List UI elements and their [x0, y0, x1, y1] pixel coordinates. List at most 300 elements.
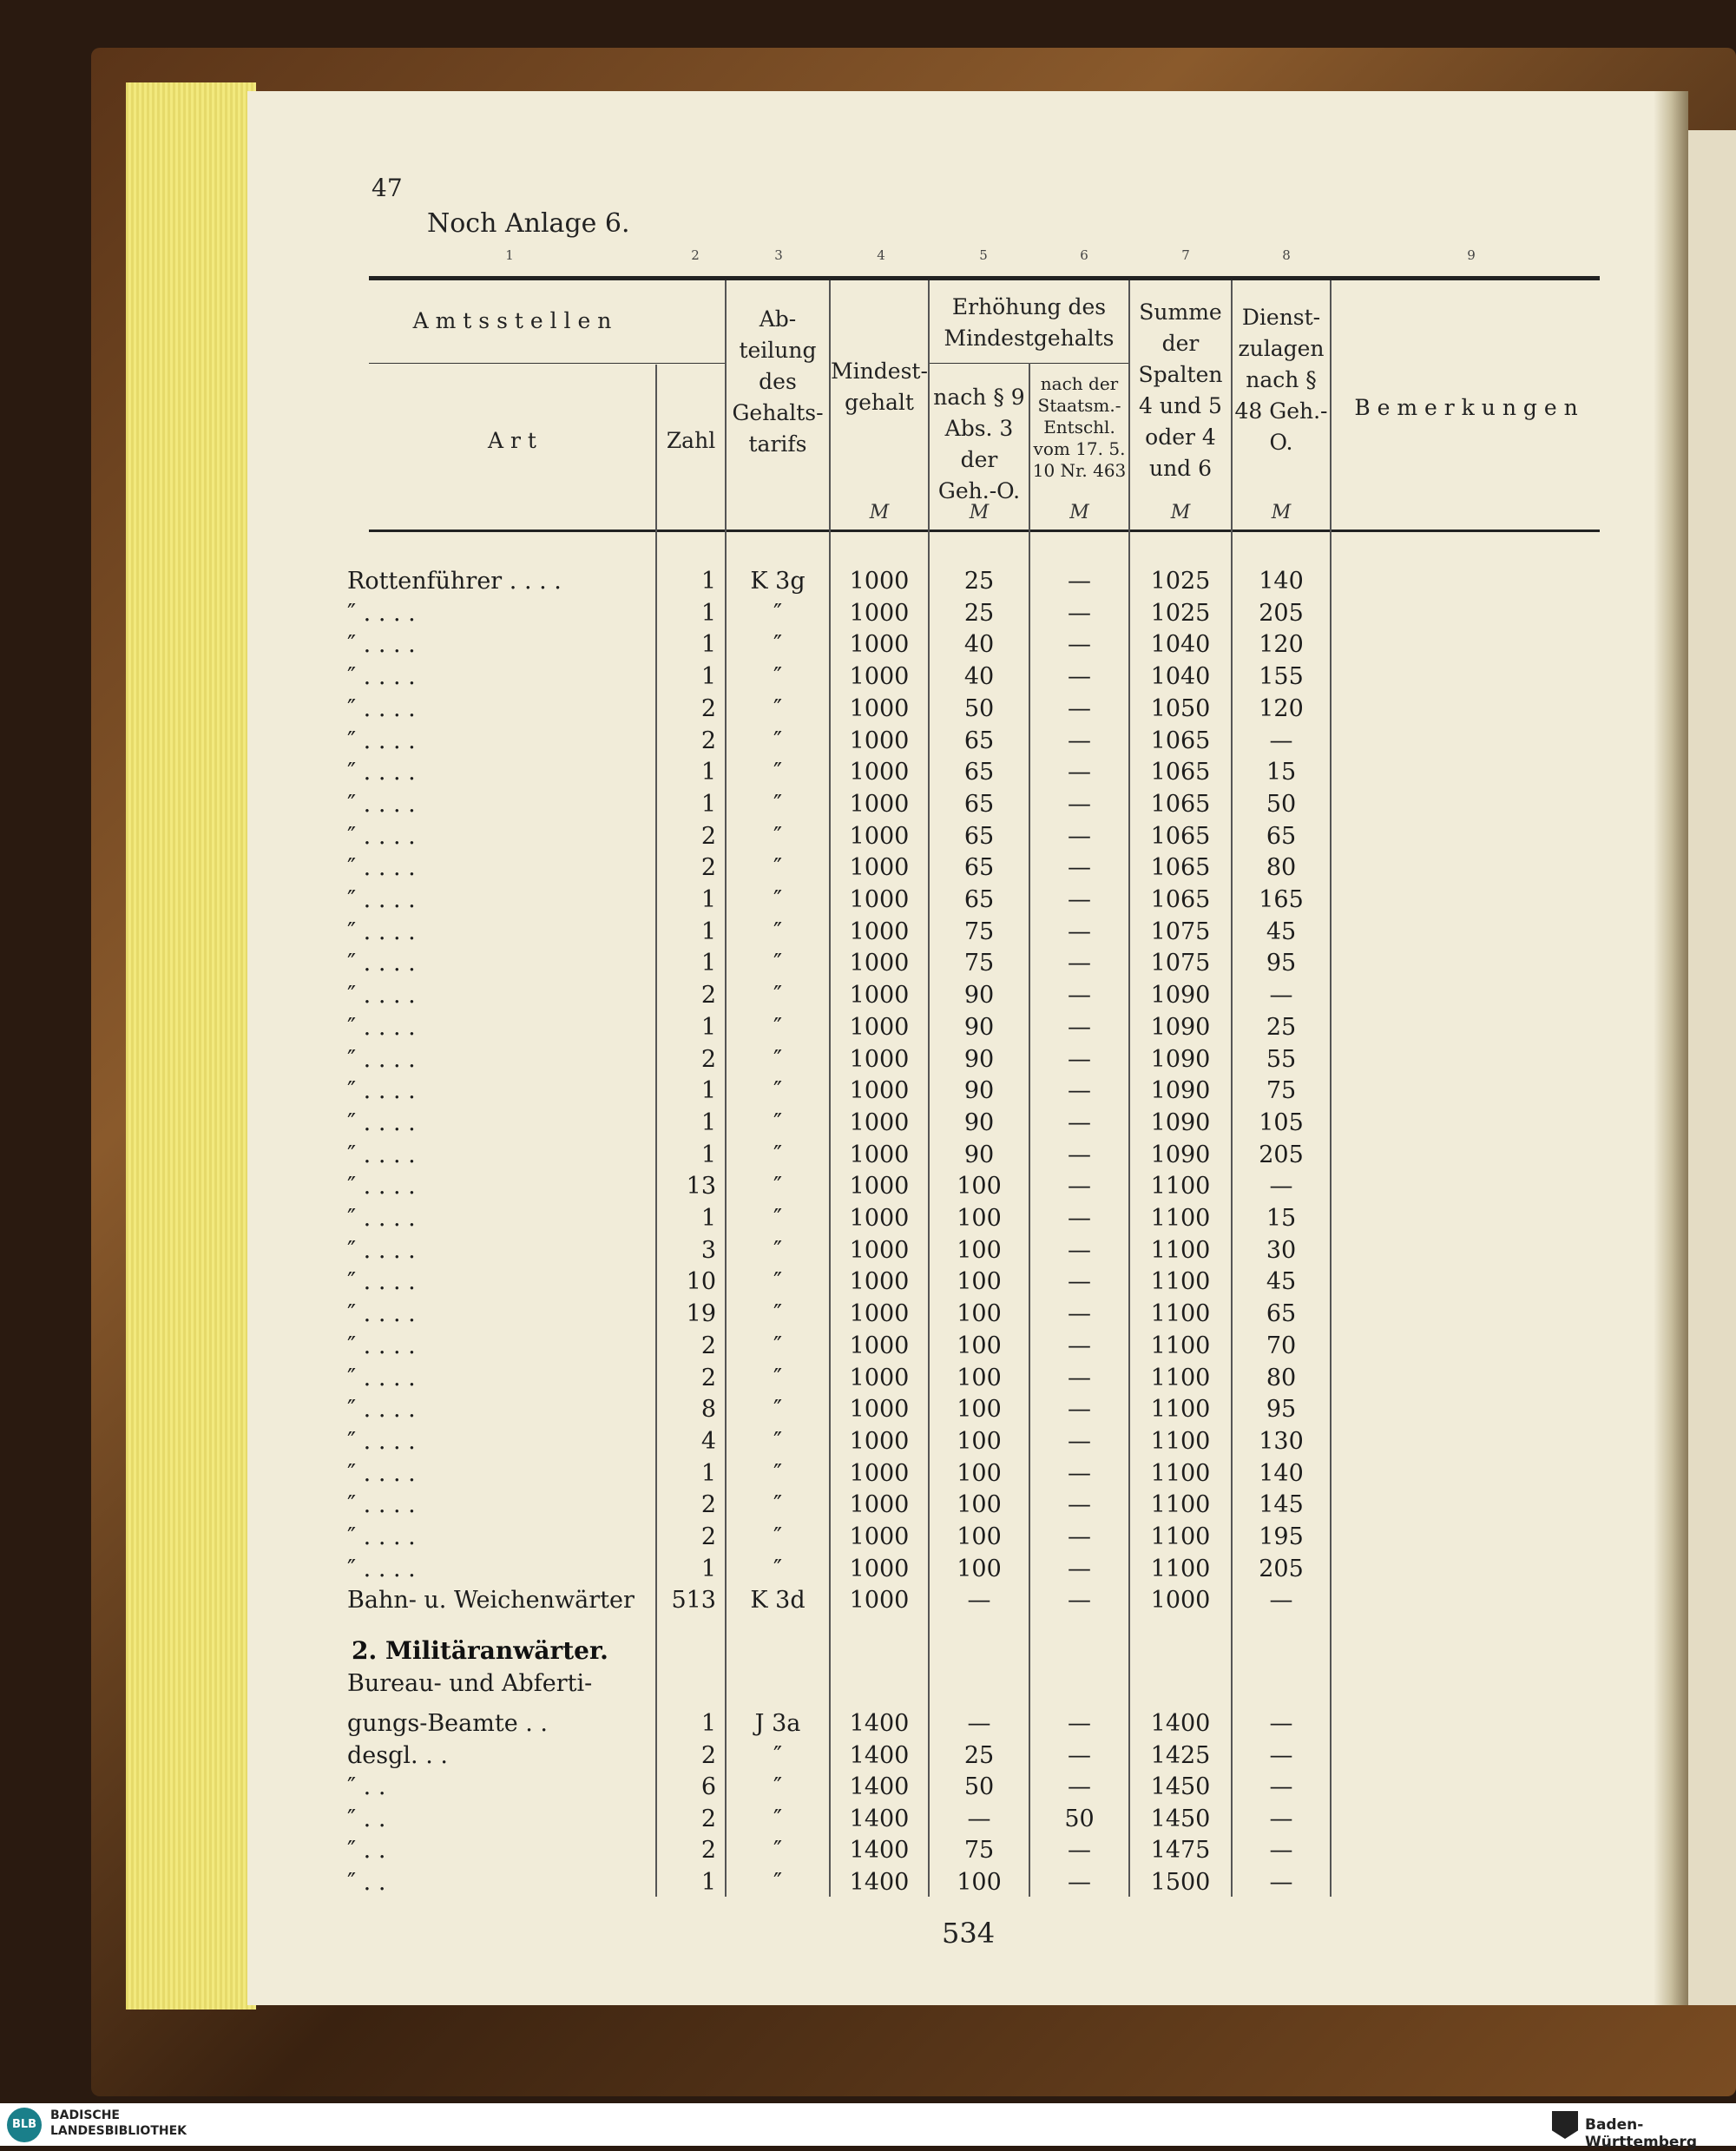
cell-abt: ″	[773, 1741, 783, 1769]
library-name[interactable]	[50, 2108, 187, 2139]
cell-abt: ″	[773, 1205, 783, 1232]
col-num: 5	[979, 247, 988, 263]
cell-sum: 1100	[1150, 1332, 1211, 1359]
cell-zahl: 2	[700, 1045, 716, 1073]
row-art: gungs-Beamte . .	[347, 1710, 549, 1737]
cell-min: 1000	[849, 1396, 910, 1424]
cell-min: 1000	[849, 982, 910, 1010]
cell-zahl: 2	[700, 1332, 716, 1359]
row-art: ″ . .	[347, 1868, 386, 1896]
header-amtsstellen: A m t s s t e l l e n	[412, 308, 612, 333]
cell-sum: 1025	[1150, 568, 1211, 595]
table-row	[347, 821, 1606, 852]
footer-bar	[0, 2103, 1736, 2146]
cell-es: —	[1068, 1205, 1091, 1232]
cell-sum: 1100	[1150, 1396, 1211, 1424]
cell-zahl: 513	[671, 1587, 716, 1615]
cell-e9: 100	[957, 1427, 1002, 1455]
table-row	[347, 1867, 1606, 1898]
cell-es: —	[1068, 1396, 1091, 1424]
cell-min: 1000	[849, 727, 910, 754]
row-art: ″ . . . .	[347, 1491, 416, 1519]
cell-sum: 1475	[1150, 1837, 1211, 1864]
page-edges	[126, 82, 256, 2010]
row-art: ″ . .	[347, 1805, 386, 1832]
cell-zahl: 1	[700, 631, 716, 659]
blb-logo-icon[interactable]: BLB	[7, 2108, 42, 2142]
cell-dz: 25	[1266, 1013, 1297, 1041]
cell-es: —	[1068, 918, 1091, 945]
table-row	[347, 852, 1606, 884]
cell-zahl: 1	[700, 599, 716, 627]
row-art: Rottenführer . . . .	[347, 568, 562, 595]
header-mindest: Mindest- gehalt	[831, 358, 928, 415]
cell-zahl: 1	[700, 1013, 716, 1041]
cell-e9: 25	[963, 1741, 995, 1769]
cell-e9: 100	[957, 1300, 1002, 1328]
cell-es: —	[1068, 1364, 1091, 1391]
cell-min: 1000	[849, 1205, 910, 1232]
cell-e9: 65	[963, 790, 995, 818]
unit-mark: M	[1271, 502, 1292, 523]
unit-mark: M	[969, 502, 990, 523]
cell-e9: 100	[957, 1868, 1002, 1896]
cell-sum: 1100	[1150, 1491, 1211, 1519]
cell-zahl: 1	[700, 1868, 716, 1896]
page-number-top: 47	[372, 174, 403, 202]
row-art: ″ . . . .	[347, 1555, 416, 1582]
cell-sum: 1065	[1150, 854, 1211, 882]
cell-dz: 45	[1266, 1268, 1297, 1296]
row-art: ″ . . . .	[347, 663, 416, 691]
table-row	[347, 1171, 1606, 1202]
cell-abt: ″	[773, 1868, 783, 1896]
cell-abt: ″	[773, 1141, 783, 1168]
table-row	[347, 661, 1606, 693]
cell-sum: 1065	[1150, 822, 1211, 850]
cell-es: —	[1068, 759, 1091, 786]
table-row	[347, 566, 1606, 597]
cell-e9: 65	[963, 886, 995, 913]
cell-zahl: 2	[700, 854, 716, 882]
cell-e9: 100	[957, 1555, 1002, 1582]
cell-sum: 1425	[1150, 1741, 1211, 1769]
cell-abt: ″	[773, 694, 783, 722]
row-art: ″ . . . .	[347, 1013, 416, 1041]
cell-es: —	[1068, 1077, 1091, 1105]
cell-min: 1400	[849, 1837, 910, 1864]
row-art: desgl. . .	[347, 1741, 448, 1769]
cell-dz: —	[1269, 1710, 1293, 1737]
cell-zahl: 2	[700, 694, 716, 722]
cell-zahl: 1	[700, 1555, 716, 1582]
cell-es: —	[1068, 1300, 1091, 1328]
cell-es: —	[1068, 1868, 1091, 1896]
cell-min: 1000	[849, 759, 910, 786]
header-dienst: Dienst- zulagen nach § 48 Geh.-O.	[1234, 305, 1328, 455]
cell-abt: ″	[773, 982, 783, 1010]
cell-min: 1000	[849, 1173, 910, 1200]
cell-sum: 1090	[1150, 1108, 1211, 1136]
row-art: ″ . . . .	[347, 1332, 416, 1359]
table-row	[347, 1394, 1606, 1425]
cell-abt: ″	[773, 1045, 783, 1073]
header-bemerkungen: B e m e r k u n g e n	[1354, 395, 1578, 420]
header-zahl: Zahl	[666, 428, 716, 453]
table-row	[347, 1426, 1606, 1457]
cell-e9: 100	[957, 1268, 1002, 1296]
cell-sum: 1100	[1150, 1205, 1211, 1232]
cell-e9: 90	[963, 1013, 995, 1041]
row-art: ″ . . . .	[347, 790, 416, 818]
cell-zahl: 2	[700, 727, 716, 754]
cell-abt: ″	[773, 1300, 783, 1328]
cell-abt: ″	[773, 950, 783, 977]
cell-e9: 25	[963, 599, 995, 627]
cell-abt: ″	[773, 663, 783, 691]
cell-sum: 1090	[1150, 1013, 1211, 1041]
cell-zahl: 1	[700, 950, 716, 977]
cell-dz: 70	[1266, 1332, 1297, 1359]
cell-es: —	[1068, 1141, 1091, 1168]
cell-abt: ″	[773, 1459, 783, 1487]
cell-sum: 1000	[1150, 1587, 1211, 1615]
cell-sum: 1050	[1150, 694, 1211, 722]
cell-es: —	[1068, 1236, 1091, 1264]
cell-sum: 1100	[1150, 1459, 1211, 1487]
cell-sum: 1090	[1150, 1077, 1211, 1105]
row-art: ″ . .	[347, 1773, 386, 1800]
cell-dz: 50	[1266, 790, 1297, 818]
cell-abt: ″	[773, 1268, 783, 1296]
cell-es: —	[1068, 1741, 1091, 1769]
row-art: ″ . . . .	[347, 854, 416, 882]
cell-zahl: 10	[686, 1268, 716, 1296]
cell-sum: 1100	[1150, 1173, 1211, 1200]
cell-abt: ″	[773, 886, 783, 913]
page-title: Noch Anlage 6.	[427, 208, 630, 239]
cell-sum: 1100	[1150, 1427, 1211, 1455]
row-art: ″ . . . .	[347, 1459, 416, 1487]
cell-abt: ″	[773, 1108, 783, 1136]
row-art: ″ . . . .	[347, 1427, 416, 1455]
cell-e9: 90	[963, 1141, 995, 1168]
table-row	[347, 1012, 1606, 1043]
cell-es: —	[1068, 950, 1091, 977]
table-row	[347, 1522, 1606, 1553]
cell-dz: 15	[1266, 1205, 1297, 1232]
cell-dz: 105	[1259, 1108, 1304, 1136]
header-art: A r t	[488, 428, 536, 453]
cell-dz: 145	[1259, 1491, 1304, 1519]
cell-es: —	[1068, 694, 1091, 722]
cell-zahl: 1	[700, 1205, 716, 1232]
cell-zahl: 1	[700, 1108, 716, 1136]
row-art: ″ . . . .	[347, 1396, 416, 1424]
cell-e9: —	[967, 1805, 991, 1832]
table-row	[347, 1585, 1606, 1616]
cell-e9: 100	[957, 1364, 1002, 1391]
cell-e9: 100	[957, 1491, 1002, 1519]
cell-sum: 1065	[1150, 790, 1211, 818]
cell-es: —	[1068, 727, 1091, 754]
cell-es: —	[1068, 1491, 1091, 1519]
cell-abt: ″	[773, 1523, 783, 1550]
header-par9: nach § 9 Abs. 3 der Geh.-O.	[933, 385, 1025, 503]
cell-dz: 130	[1259, 1427, 1304, 1455]
cell-zahl: 4	[700, 1427, 716, 1455]
table-row	[347, 1140, 1606, 1171]
cell-e9: —	[967, 1710, 991, 1737]
cell-dz: —	[1269, 1868, 1293, 1896]
cell-dz: 80	[1266, 1364, 1297, 1391]
cell-zahl: 1	[700, 790, 716, 818]
table-row	[347, 1044, 1606, 1076]
cell-es: —	[1068, 1773, 1091, 1800]
cell-es: —	[1068, 822, 1091, 850]
state-logo-text[interactable]: Baden-Württemberg	[1585, 2116, 1697, 2151]
cell-e9: 65	[963, 759, 995, 786]
cell-abt: J 3a	[754, 1710, 801, 1737]
row-art: ″ . . . .	[347, 694, 416, 722]
library-line2: LANDESBIBLIOTHEK	[50, 2124, 187, 2138]
col-num: 1	[505, 247, 514, 263]
cell-min: 1400	[849, 1868, 910, 1896]
cell-sum: 1100	[1150, 1364, 1211, 1391]
cell-e9: 90	[963, 1045, 995, 1073]
row-art: ″ . . . .	[347, 1364, 416, 1391]
cell-min: 1000	[849, 1045, 910, 1073]
cell-dz: 65	[1266, 822, 1297, 850]
cell-zahl: 2	[700, 1491, 716, 1519]
cell-abt: ″	[773, 1491, 783, 1519]
cell-sum: 1090	[1150, 1141, 1211, 1168]
cell-min: 1400	[849, 1805, 910, 1832]
cell-dz: 55	[1266, 1045, 1297, 1073]
row-art: ″ . . . .	[347, 1300, 416, 1328]
row-art: ″ . . . .	[347, 1268, 416, 1296]
col-num: 7	[1181, 247, 1190, 263]
cell-abt: ″	[773, 1173, 783, 1200]
cell-sum: 1100	[1150, 1236, 1211, 1264]
row-art: ″ . . . .	[347, 1205, 416, 1232]
cell-zahl: 1	[700, 1459, 716, 1487]
cell-dz: —	[1269, 1805, 1293, 1832]
cell-sum: 1065	[1150, 727, 1211, 754]
row-art: ″ . . . .	[347, 1141, 416, 1168]
cell-min: 1000	[849, 1300, 910, 1328]
cell-min: 1000	[849, 918, 910, 945]
cell-abt: ″	[773, 1805, 783, 1832]
cell-e9: 40	[963, 631, 995, 659]
cell-min: 1000	[849, 599, 910, 627]
cell-e9: 100	[957, 1459, 1002, 1487]
unit-mark: M	[1170, 502, 1191, 523]
cell-abt: ″	[773, 1837, 783, 1864]
cell-zahl: 2	[700, 1741, 716, 1769]
cell-e9: 100	[957, 1236, 1002, 1264]
table-row	[347, 1835, 1606, 1866]
cell-es: —	[1068, 568, 1091, 595]
cell-min: 1000	[849, 1555, 910, 1582]
cell-dz: 65	[1266, 1300, 1297, 1328]
cell-sum: 1100	[1150, 1555, 1211, 1582]
row-art: ″ . . . .	[347, 950, 416, 977]
cell-zahl: 2	[700, 1364, 716, 1391]
page-number-bottom: 534	[942, 1917, 996, 1950]
cell-min: 1000	[849, 1427, 910, 1455]
cell-es: —	[1068, 631, 1091, 659]
cell-dz: —	[1269, 1587, 1293, 1615]
cell-zahl: 3	[700, 1236, 716, 1264]
table-row	[347, 1235, 1606, 1266]
cell-abt: K 3g	[750, 568, 806, 595]
cell-es: —	[1068, 1837, 1091, 1864]
cell-sum: 1025	[1150, 599, 1211, 627]
cell-dz: —	[1269, 1173, 1293, 1200]
row-art: ″ . . . .	[347, 886, 416, 913]
cell-dz: —	[1269, 1741, 1293, 1769]
cell-dz: 120	[1259, 694, 1304, 722]
cell-zahl: 2	[700, 822, 716, 850]
cell-zahl: 13	[686, 1173, 716, 1200]
cell-es: —	[1068, 790, 1091, 818]
cell-zahl: 1	[700, 1077, 716, 1105]
row-art: ″ . . . .	[347, 1523, 416, 1550]
cell-e9: —	[967, 1587, 991, 1615]
table-row	[347, 1108, 1606, 1139]
table-row	[347, 598, 1606, 629]
header-summe: Summe der Spalten 4 und 5 oder 4 und 6	[1138, 299, 1223, 481]
cell-min: 1000	[849, 568, 910, 595]
table-row	[347, 757, 1606, 788]
cell-min: 1000	[849, 1141, 910, 1168]
cell-es: —	[1068, 1108, 1091, 1136]
row-art: Bureau- und Abferti-	[347, 1670, 593, 1697]
cell-min: 1000	[849, 694, 910, 722]
row-art: ″ . . . .	[347, 599, 416, 627]
cell-min: 1000	[849, 1108, 910, 1136]
cell-zahl: 2	[700, 1523, 716, 1550]
cell-sum: 1500	[1150, 1868, 1211, 1896]
table-row	[347, 1740, 1606, 1772]
cell-abt: ″	[773, 1332, 783, 1359]
cell-abt: ″	[773, 1013, 783, 1041]
unit-mark: M	[869, 502, 890, 523]
row-art: ″ . . . .	[347, 1045, 416, 1073]
library-line1: BADISCHE	[50, 2108, 120, 2122]
table-row	[347, 726, 1606, 757]
table-row	[347, 789, 1606, 820]
cell-e9: 100	[957, 1332, 1002, 1359]
cell-zahl: 2	[700, 1805, 716, 1832]
section-heading: 2. Militäranwärter.	[352, 1636, 608, 1665]
cell-min: 1000	[849, 854, 910, 882]
cell-sum: 1040	[1150, 663, 1211, 691]
cell-zahl: 1	[700, 1141, 716, 1168]
cell-zahl: 1	[700, 886, 716, 913]
table-row	[347, 1490, 1606, 1521]
cell-abt: ″	[773, 1396, 783, 1424]
cell-e9: 75	[963, 918, 995, 945]
cell-es: —	[1068, 1045, 1091, 1073]
column-numbers	[369, 247, 1601, 265]
cell-min: 1000	[849, 1587, 910, 1615]
header-erhoehung: Erhöhung des Mindestgehalts	[944, 294, 1115, 351]
cell-min: 1000	[849, 1523, 910, 1550]
cell-dz: 95	[1266, 1396, 1297, 1424]
cell-e9: 75	[963, 950, 995, 977]
cell-e9: 65	[963, 727, 995, 754]
cell-es: —	[1068, 663, 1091, 691]
table-row	[347, 1299, 1606, 1330]
cell-e9: 90	[963, 1077, 995, 1105]
cell-zahl: 2	[700, 1837, 716, 1864]
row-art: ″ . .	[347, 1837, 386, 1864]
cell-min: 1400	[849, 1710, 910, 1737]
row-art: ″ . . . .	[347, 631, 416, 659]
cell-es: —	[1068, 1332, 1091, 1359]
cell-es: —	[1068, 1523, 1091, 1550]
cell-dz: —	[1269, 727, 1293, 754]
cell-sum: 1090	[1150, 1045, 1211, 1073]
cell-min: 1000	[849, 1077, 910, 1105]
cell-min: 1000	[849, 1491, 910, 1519]
cell-min: 1400	[849, 1773, 910, 1800]
cell-dz: —	[1269, 1837, 1293, 1864]
row-art: ″ . . . .	[347, 1108, 416, 1136]
cell-zahl: 1	[700, 918, 716, 945]
cell-abt: ″	[773, 1077, 783, 1105]
cell-e9: 40	[963, 663, 995, 691]
cell-min: 1000	[849, 1236, 910, 1264]
cell-e9: 100	[957, 1396, 1002, 1424]
cell-es: —	[1068, 1268, 1091, 1296]
cell-dz: —	[1269, 1773, 1293, 1800]
cell-sum: 1075	[1150, 918, 1211, 945]
table-row	[347, 1554, 1606, 1585]
cell-abt: ″	[773, 727, 783, 754]
cell-es: —	[1068, 854, 1091, 882]
cell-abt: ″	[773, 1555, 783, 1582]
cell-min: 1000	[849, 1268, 910, 1296]
cell-min: 1000	[849, 822, 910, 850]
facing-page	[1684, 130, 1736, 2005]
cell-zahl: 1	[700, 1710, 716, 1737]
cell-abt: ″	[773, 1427, 783, 1455]
cell-e9: 65	[963, 822, 995, 850]
cell-min: 1000	[849, 1364, 910, 1391]
table-row	[347, 1458, 1606, 1490]
cell-sum: 1065	[1150, 886, 1211, 913]
table-row	[347, 694, 1606, 725]
cell-dz: 95	[1266, 950, 1297, 977]
cell-e9: 25	[963, 568, 995, 595]
col-num: 6	[1080, 247, 1088, 263]
cell-dz: 80	[1266, 854, 1297, 882]
cell-abt: ″	[773, 1773, 783, 1800]
cell-min: 1000	[849, 950, 910, 977]
col-num: 3	[774, 247, 783, 263]
table-row	[347, 1772, 1606, 1803]
cell-sum: 1450	[1150, 1805, 1211, 1832]
cell-es: —	[1068, 1710, 1091, 1737]
table-row	[347, 1076, 1606, 1107]
cell-zahl: 1	[700, 663, 716, 691]
cell-min: 1000	[849, 886, 910, 913]
table-row	[347, 885, 1606, 916]
cell-e9: 100	[957, 1205, 1002, 1232]
